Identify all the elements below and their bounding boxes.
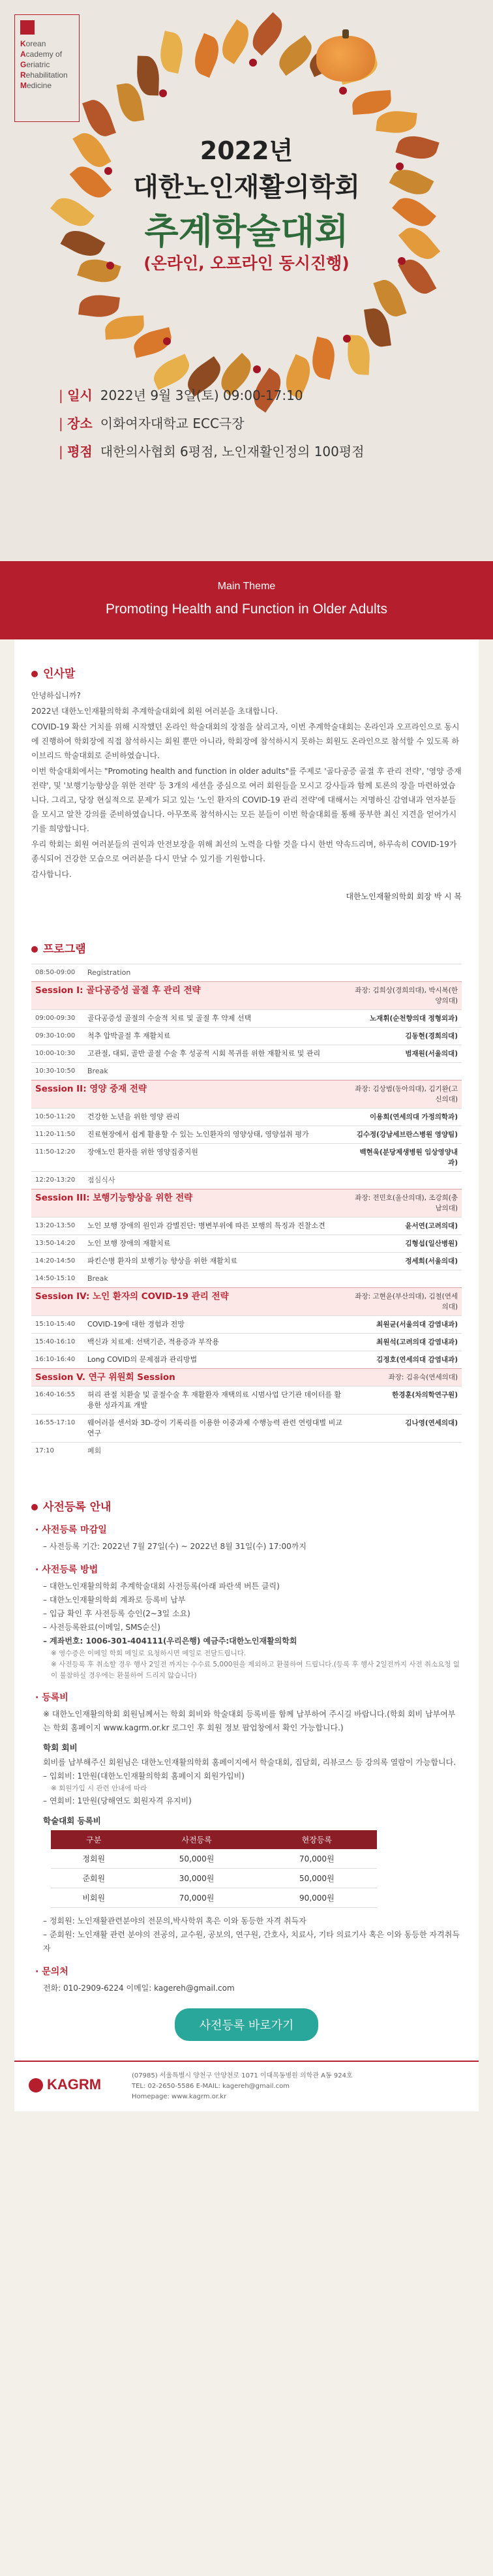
greeting-section bbox=[14, 639, 479, 915]
row-speaker: 최원균(서울의대 감염내과) bbox=[351, 1316, 462, 1334]
session-row bbox=[31, 982, 462, 1010]
program-row bbox=[31, 1010, 462, 1028]
deadline-text: – 사전등록 기간: 2022년 7월 27일(수) ~ 2022년 8월 31일(수) 17:00까지 bbox=[43, 1542, 306, 1551]
row-time: 10:50-11:20 bbox=[31, 1109, 83, 1126]
row-title: COVID-19에 대한 경험과 전망 bbox=[83, 1316, 351, 1334]
row-speaker: 윤서연(고려의대) bbox=[351, 1218, 462, 1235]
row-speaker: 한경훈(차의학연구원) bbox=[351, 1387, 462, 1415]
session-row bbox=[31, 1189, 462, 1218]
logo-mark-icon bbox=[20, 20, 35, 35]
berry-icon bbox=[159, 89, 167, 97]
row-speaker: 정세희(서울의대) bbox=[351, 1253, 462, 1270]
row-title: 웨어러블 센서와 3D-강이 기록리를 이용한 이중과제 수행능력 관련 연령대별 비교연구 bbox=[83, 1415, 351, 1443]
row-time: 14:20-14:50 bbox=[31, 1253, 83, 1270]
row-time: 13:50-14:20 bbox=[31, 1235, 83, 1253]
program-heading: 프로그램 bbox=[31, 940, 462, 956]
session-chairs: 좌장: 전민호(울산의대), 조강희(충남의대) bbox=[351, 1189, 462, 1218]
fee-cell: 90,000원 bbox=[257, 1888, 377, 1908]
program-row bbox=[31, 1109, 462, 1126]
greeting-paragraph: 이번 학술대회에서는 "Promoting health and function in older adults"를 주제로 '골다공증 골절 후 관리 전략', '영양 증재 전략', 및 '보행기능향상을 위한 전략' 등 3개의 세션을 중심으로 여러 회원들을 모시고 강사들과 함께 토론의 장을 마련하였습니다. 그리고, 당장 현실적으로 문제가 되고 있는 '노인 환자의 COVID-19 관리 전략'에 대해서는 저명하신 감염내과 연자분들을 모시고 알찬 강의를 준비하였습니다. 아무쪼록 참석하시는 모든 분들이 이번 학술대회를 통해 풍부한 최신 지견을 얻어가시기를 희망합니다. bbox=[31, 767, 462, 833]
main-theme-band bbox=[0, 561, 493, 639]
method-line: – 입금 확인 후 사전등록 승인(2~3일 소요) bbox=[43, 1609, 190, 1618]
program-row bbox=[31, 1351, 462, 1369]
program-row bbox=[31, 1172, 462, 1189]
greeting-paragraph: 우리 학회는 회원 여러분들의 권익과 안전보장을 위해 최선의 노력을 다할 것을 다시 한번 약속드리며, 하루속히 COVID-19가 종식되어 건강한 모습으로 여러분을 다시 만날 수 있기를 기원합니다. bbox=[31, 840, 457, 863]
method-line: – 사전등록완료(이메일, SMS순신) bbox=[43, 1623, 160, 1632]
row-time: 10:30-10:50 bbox=[31, 1063, 83, 1081]
row-speaker: 김동현(경희의대) bbox=[351, 1028, 462, 1045]
leaf-icon bbox=[188, 33, 224, 77]
bullet-icon bbox=[31, 671, 38, 677]
fee-table bbox=[51, 1830, 377, 1908]
row-time: 09:00-09:30 bbox=[31, 1010, 83, 1028]
fee-heading: · 등록비 bbox=[35, 1693, 68, 1703]
fee-col-header: 현장등록 bbox=[257, 1830, 377, 1849]
fee-qualification: – 정회원: 노인재활관련분야의 전문의,박사학위 혹은 이와 동등한 자격 취득자 bbox=[43, 1916, 306, 1925]
row-title: 허리 관절 치환술 및 골절수술 후 재활환자 재택의료 시범사업 단기관 데이터를 활용한 성과지표 개발 bbox=[83, 1387, 351, 1415]
program-row bbox=[31, 1387, 462, 1415]
session-row bbox=[31, 1369, 462, 1387]
row-speaker: 김나영(연세의대) bbox=[351, 1415, 462, 1443]
contact-line: TEL: 02-2650-5586 E-MAIL: kagereh@gmail.com bbox=[132, 2083, 290, 2090]
membership-line: – 입회비: 1만원(대한노인재활의학회 홈페이지 회원가입비) bbox=[43, 1771, 245, 1781]
deadline-heading: · 사전등록 마감일 bbox=[35, 1525, 107, 1535]
program-row bbox=[31, 1443, 462, 1460]
logo-text-line: Medicine bbox=[20, 81, 52, 90]
row-title: Registration bbox=[83, 964, 351, 982]
fee-cell: 70,000원 bbox=[136, 1888, 256, 1908]
method-line: – 대한노인재활의학회 계좌로 등록비 납부 bbox=[43, 1595, 186, 1604]
greeting-paragraph: 안녕하십니까? bbox=[31, 691, 81, 700]
row-title: 노인 보행 장애의 재활치료 bbox=[83, 1235, 351, 1253]
session-chairs: 좌장: 김유숙(연세의대) bbox=[351, 1369, 462, 1387]
session-chairs: 좌장: 김희상(경희의대), 박시복(한양의대) bbox=[351, 982, 462, 1010]
row-title: 장애노인 환자를 위한 영양집중지원 bbox=[83, 1144, 351, 1172]
logo-text-line: Academy of bbox=[20, 50, 63, 59]
row-title: 백신과 치료제: 선택기준, 적용증과 부작용 bbox=[83, 1334, 351, 1351]
row-title: Break bbox=[83, 1270, 351, 1288]
leaf-icon bbox=[246, 12, 289, 56]
row-speaker: 노재휘(순천향의대 정형외과) bbox=[351, 1010, 462, 1028]
program-row bbox=[31, 1415, 462, 1443]
program-row bbox=[31, 1316, 462, 1334]
row-title: 파킨슨병 환자의 보행기능 향상을 위한 재활치료 bbox=[83, 1253, 351, 1270]
program-table bbox=[31, 964, 462, 1460]
row-speaker: 김형섭(일산병원) bbox=[351, 1235, 462, 1253]
method-note: ※ 사전등록 후 취소할 경우 행사 2일전 까지는 수수료 5,000원을 제외하고 환불하여 드립니다.(등록 후 행사 2일전까지 사전 취소요청 없이 불참하실 경우에는 환불하여 드리지 않습니다) bbox=[51, 1661, 460, 1679]
pumpkin-icon bbox=[316, 36, 375, 82]
row-speaker bbox=[351, 964, 462, 982]
row-title: 골다공증성 골절의 수술적 치료 및 골절 후 약제 선택 bbox=[83, 1010, 351, 1028]
row-speaker: 김수정(강남세브란스병원 영양팀) bbox=[351, 1126, 462, 1144]
session-chairs: 좌장: 김상범(동아의대), 김기완(고신의대) bbox=[351, 1081, 462, 1109]
row-speaker bbox=[351, 1443, 462, 1460]
session-title: Session I: 골다공증성 골절 후 관리 전략 bbox=[31, 982, 351, 1010]
leaf-icon bbox=[136, 55, 160, 95]
fee-cell: 50,000원 bbox=[257, 1869, 377, 1888]
row-speaker: 최원석(고려의대 감염내과) bbox=[351, 1334, 462, 1351]
row-speaker: 범재원(서울의대) bbox=[351, 1045, 462, 1063]
conference-subtitle: (온라인, 오프라인 동시진행) bbox=[143, 254, 350, 273]
session-title: Session IV: 노인 환자의 COVID-19 관리 전략 bbox=[31, 1288, 351, 1316]
row-time: 17:10 bbox=[31, 1443, 83, 1460]
row-time: 10:00-10:30 bbox=[31, 1045, 83, 1063]
greeting-paragraph: 2022년 대한노인재활의학회 추계학술대회에 회원 여러분을 초대합니다. bbox=[31, 707, 278, 716]
row-time: 13:20-13:50 bbox=[31, 1218, 83, 1235]
method-heading: · 사전등록 방법 bbox=[35, 1565, 98, 1575]
membership-note: ※ 회원가입 시 관련 안내에 따라 bbox=[51, 1785, 147, 1792]
row-time: 15:40-16:10 bbox=[31, 1334, 83, 1351]
leaf-icon bbox=[78, 292, 120, 320]
bank-account: – 계좌번호: 1006-301-404111(우리은행) 예금주:대한노인재활의학회 bbox=[43, 1636, 297, 1646]
president-signature: 대한노인재활의학회 회장 박 시 복 bbox=[346, 892, 462, 901]
session-title: Session II: 영양 중재 전략 bbox=[31, 1081, 351, 1109]
berry-icon bbox=[343, 335, 351, 343]
row-speaker bbox=[351, 1172, 462, 1189]
membership-line: – 연회비: 1만원(당해연도 회원자격 유지비) bbox=[43, 1796, 192, 1805]
session-title: Session V. 연구 위원회 Session bbox=[31, 1369, 351, 1387]
program-row bbox=[31, 1270, 462, 1288]
berry-icon bbox=[339, 87, 347, 95]
berry-icon bbox=[249, 59, 257, 67]
row-title: 척추 압박골절 후 재활치료 bbox=[83, 1028, 351, 1045]
row-title: 점심식사 bbox=[83, 1172, 351, 1189]
registration-section bbox=[14, 1473, 479, 2061]
leaf-icon bbox=[351, 90, 392, 115]
leaf-icon bbox=[308, 337, 339, 380]
fee-cell: 준회원 bbox=[51, 1869, 136, 1888]
footer-logo: KAGRM bbox=[29, 2076, 101, 2093]
row-time: 16:55-17:10 bbox=[31, 1415, 83, 1443]
bullet-icon bbox=[31, 1504, 38, 1510]
program-row bbox=[31, 1253, 462, 1270]
method-note: ※ 영수증은 이메일 학회 메일로 요청하시면 메일로 전달드립니다. bbox=[51, 1649, 246, 1657]
leaf-icon bbox=[347, 335, 371, 375]
footer-address bbox=[132, 2071, 353, 2102]
footer bbox=[14, 2061, 479, 2111]
method-line: – 대한노인재활의학회 추계학술대회 사전등록(아래 파란색 버튼 클릭) bbox=[43, 1582, 280, 1591]
row-title: 폐회 bbox=[83, 1443, 351, 1460]
theme-label: Main Theme bbox=[217, 581, 276, 592]
row-time: 14:50-15:10 bbox=[31, 1270, 83, 1288]
fee-member-note: ※ 대한노인재활의학회 회원님께서는 학회 회비와 학술대회 등록비를 함께 납부하여 주시길 바랍니다.(학회 회비 납부여부는 학회 홈페이지 www.kagrm.or.kr 로그인 후 회원 정보 팝업창에서 확인 가능합니다.) bbox=[43, 1710, 456, 1732]
program-row bbox=[31, 1218, 462, 1235]
row-time: 08:50-09:00 bbox=[31, 964, 83, 982]
fee-row bbox=[51, 1849, 377, 1869]
berry-icon bbox=[163, 337, 171, 345]
membership-heading: 학회 회비 bbox=[43, 1743, 78, 1753]
logo-text-line: Rehabilitation bbox=[20, 70, 68, 80]
row-speaker: 이용희(연세의대 가정의학과) bbox=[351, 1109, 462, 1126]
row-speaker bbox=[351, 1270, 462, 1288]
greeting-heading: 인사말 bbox=[31, 664, 462, 681]
theme-title: Promoting Health and Function in Older Adults bbox=[106, 602, 387, 617]
row-title: 건강한 노년을 위한 영양 관리 bbox=[83, 1109, 351, 1126]
greeting-paragraph: COVID-19 확산 거치를 위해 시작했던 온라인 학술대회의 장점을 살리고자, 이번 추계학술대회는 온라인과 오프라인으로 동시에 진행하여 학회장에 직접 참석하시는 회원 뿐만 아니라, 학회장에 참석하시지 못하는 회원도 온라인으로 참석할 수 있도록 하이브리드 학술대회로 준비하였습니다. bbox=[31, 722, 460, 760]
logo-mark-icon bbox=[29, 2078, 43, 2093]
program-row bbox=[31, 1126, 462, 1144]
conference-title: 추계학술대회 bbox=[144, 211, 349, 252]
row-time: 15:10-15:40 bbox=[31, 1316, 83, 1334]
row-time: 09:30-10:00 bbox=[31, 1028, 83, 1045]
fee-cell: 50,000원 bbox=[136, 1849, 256, 1869]
pre-registration-button[interactable]: 사전등록 바로가기 bbox=[175, 2008, 319, 2041]
program-row bbox=[31, 1028, 462, 1045]
fee-cell: 비회원 bbox=[51, 1888, 136, 1908]
address-line: (07985) 서울특별시 양천구 안양천로 1071 이대목동병원 의학관 A동 924호 bbox=[132, 2072, 353, 2079]
logo-text-line: Korean bbox=[20, 39, 46, 48]
row-speaker bbox=[351, 1063, 462, 1081]
program-row bbox=[31, 1063, 462, 1081]
session-row bbox=[31, 1288, 462, 1316]
fee-row bbox=[51, 1869, 377, 1888]
leaf-icon bbox=[215, 20, 255, 65]
row-time: 16:10-16:40 bbox=[31, 1351, 83, 1369]
logo-text-line: Geriatric bbox=[20, 60, 50, 69]
fee-row bbox=[51, 1888, 377, 1908]
row-title: 고관절, 대퇴, 골반 골절 수술 후 성공적 시회 복귀를 위한 재활치료 및 관리 bbox=[83, 1045, 351, 1063]
session-title: Session III: 보행기능향상을 위한 전략 bbox=[31, 1189, 351, 1218]
row-title: Break bbox=[83, 1063, 351, 1081]
fee-col-header: 사전등록 bbox=[136, 1830, 256, 1849]
conference-year: 2022년 bbox=[200, 136, 293, 165]
homepage-link[interactable]: Homepage: www.kagrm.or.kr bbox=[132, 2093, 227, 2100]
program-row bbox=[31, 964, 462, 982]
organization-name: 대한노인재활의학회 bbox=[133, 172, 360, 202]
program-row bbox=[31, 1045, 462, 1063]
program-row bbox=[31, 1144, 462, 1172]
fee-cell: 70,000원 bbox=[257, 1849, 377, 1869]
fee-col-header: 구분 bbox=[51, 1830, 136, 1849]
greeting-paragraph: 감사합니다. bbox=[31, 870, 72, 879]
row-speaker: 김정호(연세의대 감염내과) bbox=[351, 1351, 462, 1369]
info-credits: | 평점 대한의사협회 6평점, 노인재활인정의 100평점 bbox=[59, 444, 365, 459]
registration-heading: 사전등록 안내 bbox=[31, 1497, 462, 1514]
academy-logo bbox=[14, 14, 80, 122]
hero-banner bbox=[0, 0, 493, 561]
info-date: | 일시 2022년 9월 3일(토) 09:00-17:10 bbox=[59, 388, 303, 403]
row-time: 11:50-12:20 bbox=[31, 1144, 83, 1172]
row-speaker: 백현욱(분당제생병원 임상영양내과) bbox=[351, 1144, 462, 1172]
row-time: 16:40-16:55 bbox=[31, 1387, 83, 1415]
session-row bbox=[31, 1081, 462, 1109]
info-venue: | 장소 이화여자대학교 ECC극장 bbox=[59, 416, 245, 431]
contact-heading: · 문의처 bbox=[35, 1967, 68, 1977]
program-row bbox=[31, 1235, 462, 1253]
membership-line: 회비를 납부해주신 회원님은 대한노인재활의학회 홈페이지에서 학술대회, 집담회, 리뷰코스 등 강의록 열람이 가능합니다. bbox=[43, 1758, 456, 1767]
fee-qualification: – 준회원: 노인재활 관련 분야의 전공의, 교수원, 공보의, 연구원, 간호사, 치료사, 기타 의료기사 혹은 이와 동등한 자격취득자 bbox=[43, 1930, 460, 1953]
session-chairs: 좌장: 고현윤(부산의대), 김철(연세의대) bbox=[351, 1288, 462, 1316]
leaf-icon bbox=[157, 31, 187, 74]
contact-info: 전화: 010-2909-6224 이메일: kagereh@gmail.com bbox=[43, 1984, 235, 1993]
fee-cell: 30,000원 bbox=[136, 1869, 256, 1888]
row-title: Long COVID의 문제점과 관리방법 bbox=[83, 1351, 351, 1369]
bullet-icon bbox=[31, 946, 38, 953]
event-info bbox=[59, 385, 365, 469]
row-time: 12:20-13:20 bbox=[31, 1172, 83, 1189]
row-title: 노인 보행 장애의 원인과 감별진단: 병변부위에 따른 보행의 특징과 진찰소견 bbox=[83, 1218, 351, 1235]
berry-icon bbox=[253, 365, 261, 373]
leaf-icon bbox=[105, 315, 145, 339]
fee-cell: 정회원 bbox=[51, 1849, 136, 1869]
row-time: 11:20-11:50 bbox=[31, 1126, 83, 1144]
conference-fee-heading: 학술대회 등록비 bbox=[43, 1816, 101, 1826]
program-section bbox=[14, 915, 479, 1473]
row-title: 진료현장에서 쉽게 활용할 수 있는 노인환자의 영양상태, 영양섭취 평가 bbox=[83, 1126, 351, 1144]
program-row bbox=[31, 1334, 462, 1351]
